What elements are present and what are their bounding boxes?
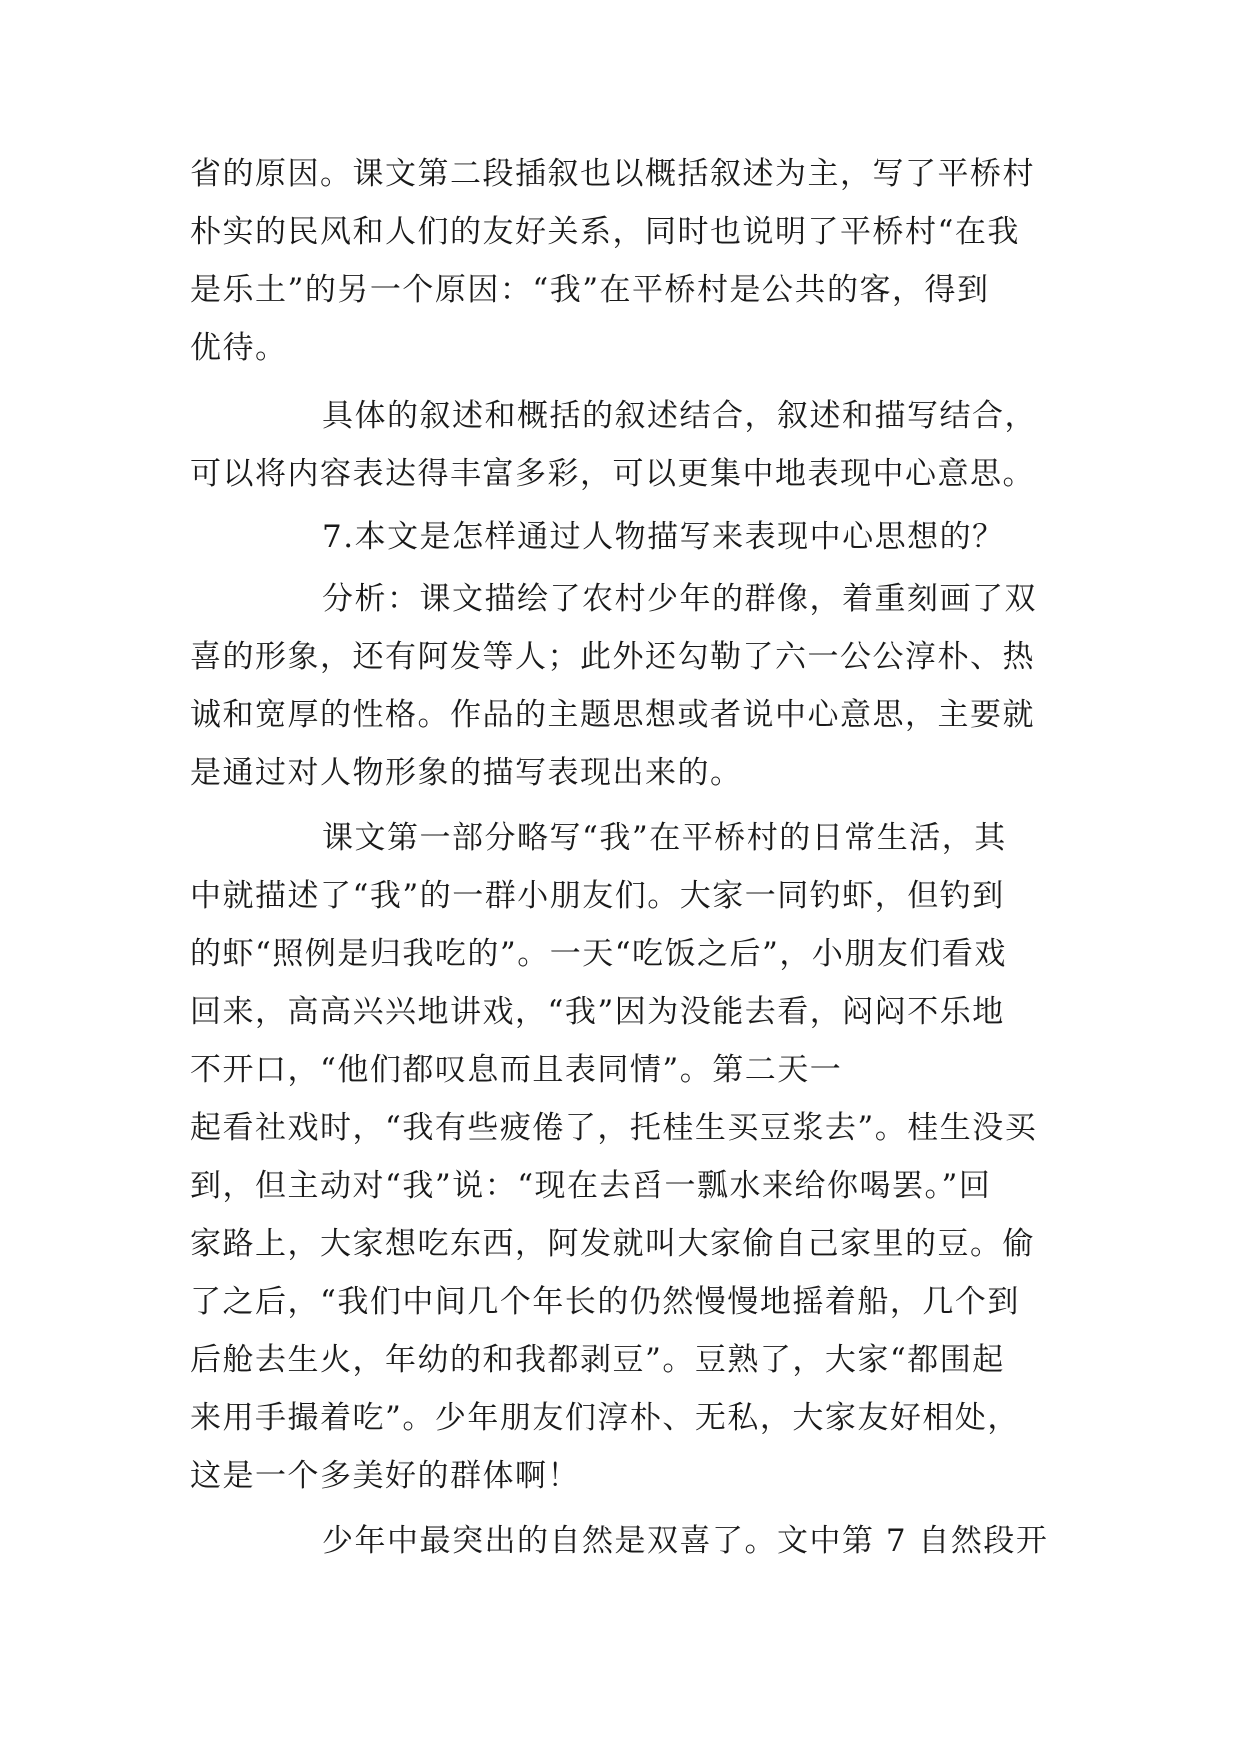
text-line: 诚和宽厚的性格。作品的主题思想或者说中心意思，主要就 bbox=[190, 697, 1035, 733]
text-line: 起看社戏时，“我有些疲倦了，托桂生买豆浆去”。桂生没买 bbox=[190, 1110, 1038, 1146]
text-line: 是通过对人物形象的描写表现出来的。 bbox=[190, 755, 743, 791]
text-line: 回来，高高兴兴地讲戏，“我”因为没能去看，闷闷不乐地 bbox=[190, 994, 1005, 1030]
text-line: 来用手撮着吃”。少年朋友们淳朴、无私，大家友好相处， bbox=[190, 1400, 1020, 1436]
text-line: 家路上，大家想吃东西，阿发就叫大家偷自己家里的豆。偷 bbox=[190, 1226, 1035, 1262]
text-line: 具体的叙述和概括的叙述结合，叙述和描写结合， bbox=[322, 398, 1037, 434]
text-line: 中就描述了“我”的一群小朋友们。大家一同钓虾，但钓到 bbox=[190, 878, 1005, 914]
text-line: 喜的形象，还有阿发等人；此外还勾勒了六一公公淳朴、热 bbox=[190, 639, 1035, 675]
text-line: 不开口，“他们都叹息而且表同情”。第二天一 bbox=[190, 1052, 843, 1088]
text-line: 分析：课文描绘了农村少年的群像，着重刻画了双 bbox=[322, 581, 1037, 617]
text-line: 少年中最突出的自然是双喜了。文中第 7 自然段开 bbox=[322, 1523, 1049, 1559]
text-line: 的虾“照例是归我吃的”。一天“吃饭之后”，小朋友们看戏 bbox=[190, 936, 1007, 972]
question-heading: 7.本文是怎样通过人物描写来表现中心思想的？ bbox=[322, 519, 1005, 555]
text-line: 是乐土”的另一个原因：“我”在平桥村是公共的客，得到 bbox=[190, 272, 990, 308]
text-line: 优待。 bbox=[190, 330, 288, 366]
text-line: 省的原因。课文第二段插叙也以概括叙述为主，写了平桥村 bbox=[190, 156, 1035, 192]
text-line: 朴实的民风和人们的友好关系，同时也说明了平桥村“在我 bbox=[190, 214, 1020, 250]
text-line: 了之后，“我们中间几个年长的仍然慢慢地摇着船，几个到 bbox=[190, 1284, 1020, 1320]
text-line: 这是一个多美好的群体啊！ bbox=[190, 1458, 580, 1494]
text-line: 可以将内容表达得丰富多彩，可以更集中地表现中心意思。 bbox=[190, 456, 1035, 492]
text-line: 后舱去生火，年幼的和我都剥豆”。豆熟了，大家“都围起 bbox=[190, 1342, 1005, 1378]
text-line: 到，但主动对“我”说：“现在去舀一瓢水来给你喝罢。”回 bbox=[190, 1168, 992, 1204]
text-line: 课文第一部分略写“我”在平桥村的日常生活，其 bbox=[322, 820, 1007, 856]
